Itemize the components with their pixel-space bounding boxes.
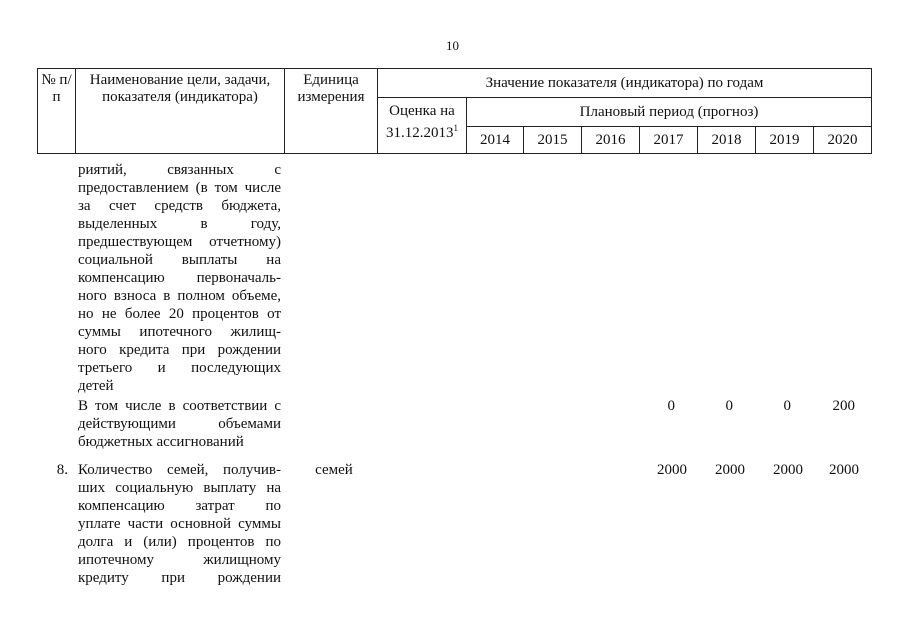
row-1-name-line: риятий, связанных с	[78, 162, 281, 178]
header-year: 2018	[698, 127, 756, 154]
row-3-value-2020: 2000	[829, 462, 859, 478]
header-planned: Плановый период (прогноз)	[467, 98, 872, 127]
header-estimate	[378, 98, 467, 154]
row-2-name-line: В том числе в соответствии с	[78, 398, 281, 414]
header-year: 2015	[524, 127, 582, 154]
row-1-name-line: социальной выплаты на	[78, 252, 281, 268]
row-1-name-line: предоставлением (в том числе	[78, 180, 281, 196]
row-1-name-line: ного кредита при рождении	[78, 342, 281, 358]
row-3-name-line: уплате части основной суммы	[78, 516, 281, 532]
row-1-name-line: суммы ипотечного жилищ-	[78, 324, 281, 340]
header-name: Наименование цели, задачи, показателя (индикатора)	[76, 69, 285, 154]
row-2-value-2019: 0	[783, 398, 791, 414]
row-1-name-line: за счет средств бюджета,	[78, 198, 281, 214]
row-1-name-line: компенсацию первоначаль-	[78, 270, 281, 286]
row-1-name	[78, 161, 281, 395]
row-2-name-line: бюджетных ассигнований	[78, 434, 244, 450]
row-2-name	[78, 397, 281, 451]
header-estimate-text: Оценка на 31.12.2013	[386, 103, 455, 141]
header-year: 2014	[467, 127, 524, 154]
row-3-name-line: долга и (или) процентов по	[78, 534, 281, 550]
row-2-value-2018: 0	[725, 398, 733, 414]
header-year: 2019	[756, 127, 814, 154]
row-3-value-2019: 2000	[773, 462, 803, 478]
row-3-value-2017: 2000	[657, 462, 687, 478]
row-3-num: 8.	[56, 462, 68, 478]
header-values: Значение показателя (индикатора) по годам	[378, 69, 872, 98]
row-3-name	[78, 461, 281, 587]
header-estimate-footnote: 1	[453, 123, 458, 133]
header-num: № п/п	[38, 69, 76, 154]
header-unit: Единица измерения	[285, 69, 378, 154]
row-3-unit: семей	[315, 462, 353, 478]
row-1-name-line: выделенных в году,	[78, 216, 281, 232]
row-1-name-line: предшествующем отчетному)	[78, 234, 281, 250]
row-2-value-2017: 0	[667, 398, 675, 414]
page-number: 10	[446, 38, 459, 53]
row-1-name-line: ного взноса в полном объеме,	[78, 288, 281, 304]
header-year: 2016	[582, 127, 640, 154]
row-3-name-line: компенсацию затрат по	[78, 498, 281, 514]
row-3-name-line: Количество семей, получив-	[78, 462, 281, 478]
indicator-table-header	[37, 68, 872, 154]
row-3-name-line: ших социальную выплату на	[78, 480, 281, 496]
row-3-name-line: ипотечному жилищному	[78, 552, 281, 568]
header-year: 2017	[640, 127, 698, 154]
row-2-name-line: действующими объемами	[78, 416, 281, 432]
row-1-name-line: детей	[78, 378, 114, 394]
row-1-name-line: третьего и последующих	[78, 360, 281, 376]
row-3-name-line: кредиту при рождении	[78, 570, 281, 586]
header-year: 2020	[814, 127, 872, 154]
row-2-value-2020: 200	[832, 398, 855, 414]
row-3-value-2018: 2000	[715, 462, 745, 478]
row-1-name-line: но не более 20 процентов от	[78, 306, 281, 322]
